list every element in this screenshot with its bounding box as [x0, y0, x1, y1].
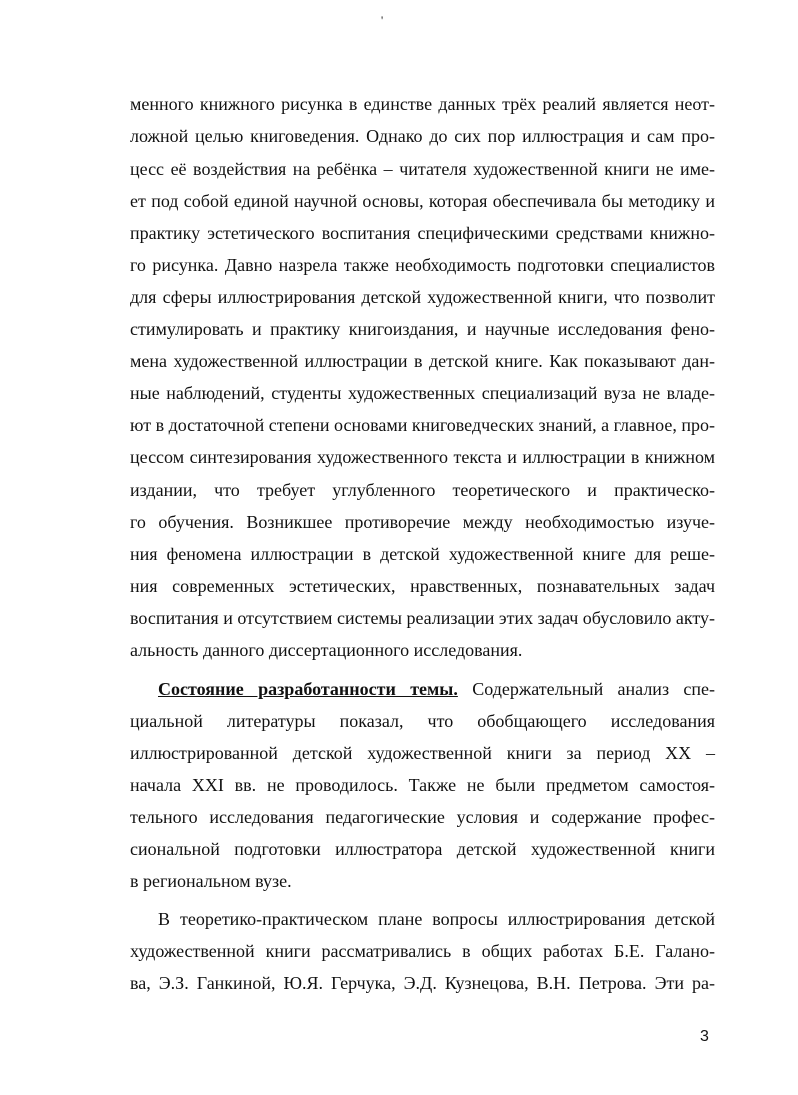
paragraph-line: менного книжного рисунка в единстве данных трёх реалий является неот-	[130, 94, 715, 114]
paragraph-line: стимулировать и практику книгоиздания, и научные исследования фено-	[130, 319, 715, 339]
section-heading-line	[158, 678, 715, 700]
paragraph-line: ют в достаточной степени основами книговедческих знаний, а главное, про-	[130, 415, 715, 435]
paragraph-line: практику эстетического воспитания специфическими средствами книжно-	[130, 223, 715, 243]
paragraph-line: циальной литературы показал, что обобщающего исследования	[130, 711, 715, 731]
paragraph-line: ния феномена иллюстрации в детской художественной книге для реше-	[130, 544, 715, 564]
paragraph-line: ет под собой единой научной основы, которая обеспечивала бы методику и	[130, 191, 715, 211]
heading-line-text: Содержательный анализ спе-	[457, 679, 716, 699]
paragraph-line: сиональной подготовки иллюстратора детской художественной книги	[130, 839, 715, 859]
paragraph-line: го рисунка. Давно назрела также необходимость подготовки специалистов	[130, 255, 715, 275]
paragraph-line: мена художественной иллюстрации в детской книге. Как показывают дан-	[130, 351, 715, 371]
paragraph-line: ва, Э.З. Ганкиной, Ю.Я. Герчука, Э.Д. Кузнецова, В.Н. Петрова. Эти ра-	[130, 973, 715, 993]
page-number: 3	[700, 1028, 709, 1045]
paragraph-line: художественной книги рассматривались в общих работах Б.Е. Галано-	[130, 941, 715, 961]
paragraph-line: воспитания и отсутствием системы реализации этих задач обусловило акту-	[130, 608, 715, 628]
paragraph-line: цесс её воздействия на ребёнка – читателя художественной книги не име-	[130, 159, 715, 179]
paragraph-line: в региональном вузе.	[130, 871, 292, 891]
paragraph-line: альность данного диссертационного исследования.	[130, 640, 523, 660]
paragraph-line: тельного исследования педагогические условия и содержание профес-	[130, 807, 715, 827]
paragraph-line: издании, что требует углубленного теоретического и практическо-	[130, 480, 715, 500]
paragraph-line: го обучения. Возникшее противоречие между необходимостью изуче-	[130, 512, 715, 532]
paragraph-line: начала XXI вв. не проводилось. Также не были предметом самостоя-	[130, 775, 715, 795]
paragraph-line: ложной целью книговедения. Однако до сих пор иллюстрация и сам про-	[130, 126, 715, 146]
paragraph-line: цессом синтезирования художественного текста и иллюстрации в книжном	[130, 447, 715, 467]
section-heading: Состояние разработанности темы.	[158, 679, 458, 699]
paragraph-line: иллюстрированной детской художественной книги за период XX –	[130, 743, 715, 763]
header-mark: '	[381, 13, 384, 27]
paragraph-line: ные наблюдений, студенты художественных специализаций вуза не владе-	[130, 383, 715, 403]
paragraph-line: ния современных эстетических, нравственных, познавательных задач	[130, 576, 715, 596]
paragraph-line: для сферы иллюстрирования детской художественной книги, что позволит	[130, 287, 715, 307]
paragraph-line: В теоретико-практическом плане вопросы иллюстрирования детской	[158, 909, 715, 929]
